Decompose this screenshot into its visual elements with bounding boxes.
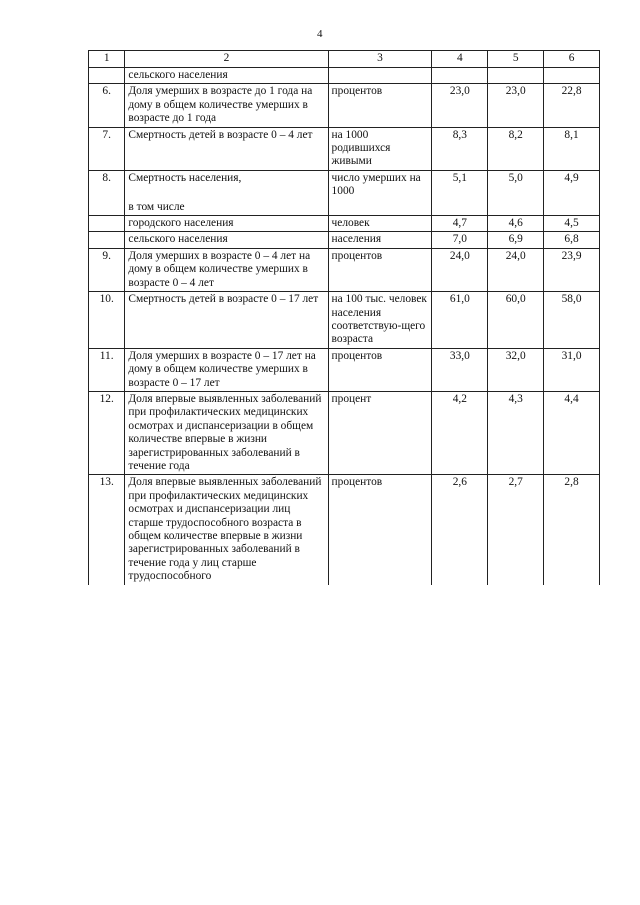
- row-name: городского населения: [125, 216, 328, 232]
- row-name: Смертность детей в возрасте 0 – 4 лет: [125, 127, 328, 170]
- row-unit: на 1000 родившихся живыми: [328, 127, 432, 170]
- value-col-4: 23,0: [432, 84, 488, 127]
- row-unit: человек: [328, 216, 432, 232]
- table-row: [89, 292, 600, 349]
- value-col-5: 6,9: [488, 232, 544, 248]
- row-unit: процентов: [328, 348, 432, 391]
- row-name: Доля умерших в возрасте 0 – 4 лет на дому в общем количестве умерших в возрасте 0 – 4 лет: [125, 248, 328, 291]
- value-col-6: 31,0: [544, 348, 600, 391]
- table-row: [89, 127, 600, 170]
- value-col-5: 23,0: [488, 84, 544, 127]
- value-col-5: 32,0: [488, 348, 544, 391]
- row-number: 6.: [89, 84, 125, 127]
- row-name: Смертность детей в возрасте 0 – 17 лет: [125, 292, 328, 349]
- value-col-5: 2,7: [488, 475, 544, 585]
- value-col-6: 4,5: [544, 216, 600, 232]
- row-unit: процент: [328, 391, 432, 474]
- value-col-5: 60,0: [488, 292, 544, 349]
- value-col-6: 6,8: [544, 232, 600, 248]
- value-col-5: 5,0: [488, 170, 544, 199]
- value-col-6: 4,9: [544, 170, 600, 199]
- table-row: [89, 248, 600, 291]
- column-header-6: 6: [544, 51, 600, 68]
- row-number: 7.: [89, 127, 125, 170]
- row-unit: число умерших на 1000: [328, 170, 432, 199]
- column-header-1: 1: [89, 51, 125, 68]
- column-header-4: 4: [432, 51, 488, 68]
- value-col-6: 2,8: [544, 475, 600, 585]
- value-col-4: 61,0: [432, 292, 488, 349]
- value-col-6: 23,9: [544, 248, 600, 291]
- value-col-6: 4,4: [544, 391, 600, 474]
- table-row: [89, 68, 600, 84]
- value-col-6: 8,1: [544, 127, 600, 170]
- row-number: 8.: [89, 170, 125, 199]
- row-unit: процентов: [328, 84, 432, 127]
- value-col-6: 58,0: [544, 292, 600, 349]
- row-number: 9.: [89, 248, 125, 291]
- value-col-4: 7,0: [432, 232, 488, 248]
- row-name: сельского населения: [125, 232, 328, 248]
- row-name: в том числе: [125, 200, 328, 216]
- row-name: сельского населения: [125, 68, 328, 84]
- row-name: Доля умерших в возрасте до 1 года на дому в общем количестве умерших в возрасте до 1 года: [125, 84, 328, 127]
- row-number: 12.: [89, 391, 125, 474]
- row-number: 13.: [89, 475, 125, 585]
- row-name: Смертность населения,: [125, 170, 328, 199]
- row-name: Доля впервые выявленных заболеваний при профилактических медицинских осмотрах и диспансеризации лиц старше трудоспособного возраста в общем количестве впервые в жизни зарегистрированных заболеваний в течение года у лиц старше трудоспособного: [125, 475, 328, 585]
- value-col-5: 24,0: [488, 248, 544, 291]
- column-header-3: 3: [328, 51, 432, 68]
- table-row: [89, 84, 600, 127]
- row-number: 10.: [89, 292, 125, 349]
- table-row: [89, 475, 600, 585]
- value-col-4: 4,7: [432, 216, 488, 232]
- value-col-4: 5,1: [432, 170, 488, 199]
- row-name: Доля умерших в возрасте 0 – 17 лет на дому в общем количестве умерших в возрасте 0 – 17 лет: [125, 348, 328, 391]
- table-row: [89, 391, 600, 474]
- table-row: [89, 170, 600, 199]
- value-col-4: 4,2: [432, 391, 488, 474]
- table-row: [89, 348, 600, 391]
- value-col-5: 4,6: [488, 216, 544, 232]
- row-unit: процентов: [328, 248, 432, 291]
- value-col-4: 2,6: [432, 475, 488, 585]
- page-number: 4: [317, 28, 323, 40]
- table-row: [89, 232, 600, 248]
- table-row: [89, 200, 600, 216]
- indicator-table: [88, 50, 600, 585]
- value-col-4: 24,0: [432, 248, 488, 291]
- table-row: [89, 216, 600, 232]
- value-col-5: 8,2: [488, 127, 544, 170]
- value-col-5: 4,3: [488, 391, 544, 474]
- table-header-row: [89, 51, 600, 68]
- row-name: Доля впервые выявленных заболеваний при профилактических медицинских осмотрах и диспансеризации в общем количестве впервые в жизни зарегистрированных заболеваний в течение года: [125, 391, 328, 474]
- row-unit: процентов: [328, 475, 432, 585]
- value-col-4: 33,0: [432, 348, 488, 391]
- row-unit: на 100 тыс. человек населения соответствую-щего возраста: [328, 292, 432, 349]
- column-header-2: 2: [125, 51, 328, 68]
- value-col-4: 8,3: [432, 127, 488, 170]
- row-number: 11.: [89, 348, 125, 391]
- row-unit: населения: [328, 232, 432, 248]
- column-header-5: 5: [488, 51, 544, 68]
- value-col-6: 22,8: [544, 84, 600, 127]
